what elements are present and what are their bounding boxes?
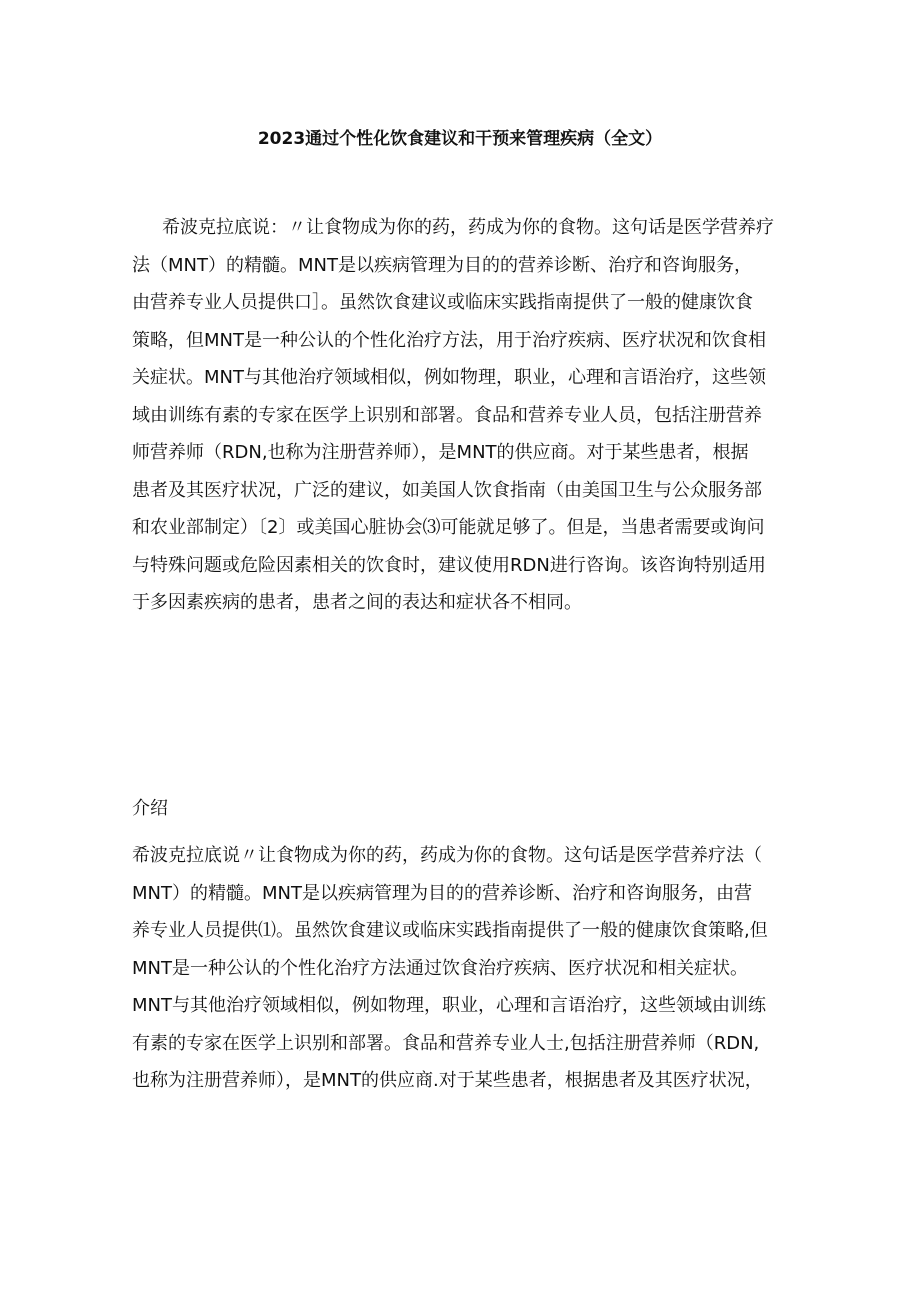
paragraph-line: MNT）的精髓。MNT是以疾病管理为目的的营养诊断、治疗和咨询服务，由营	[132, 882, 752, 904]
intro-paragraph	[132, 209, 792, 622]
paragraph-line: 关症状。MNT与其他治疗领域相似，例如物理，职业，心理和言语治疗，这些领	[132, 367, 766, 388]
paragraph-line: 师营养师（RDN,也称为注册营养师），是MNT的供应商。对于某些患者，根据	[132, 442, 749, 463]
paragraph-line: 也称为注册营养师），是MNT的供应商.对于某些患者，根据患者及其医疗状况，	[132, 1070, 763, 1091]
paragraph-line: 由营养专业人员提供口］。虽然饮食建议或临床实践指南提供了一般的健康饮食	[132, 292, 753, 313]
paragraph-line: 希波克拉底说：〃让食物成为你的药，药成为你的食物。这句话是医学营养疗	[162, 217, 774, 238]
paragraph-line: 有素的专家在医学上识别和部署。食品和营养专业人士,包括注册营养师（RDN,	[132, 1032, 760, 1054]
paragraph-line: 患者及其医疗状况，广泛的建议，如美国人饮食指南（由美国卫生与公众服务部	[132, 479, 762, 501]
paragraph-line: 策略，但MNT是一种公认的个性化治疗方法，用于治疗疾病、医疗状况和饮食相	[132, 329, 766, 351]
paragraph-line: 于多因素疾病的患者，患者之间的表达和症状各不相同。	[132, 592, 582, 613]
paragraph-line: 和农业部制定）〔2〕或美国心脏协会⑶可能就足够了。但是，当患者需要或询问	[132, 517, 765, 538]
section-heading: 介绍	[132, 798, 168, 819]
paragraph-line: 希波克拉底说〃让食物成为你的药，药成为你的食物。这句话是医学营养疗法（	[132, 845, 762, 866]
paragraph-line: 域由训练有素的专家在医学上识别和部署。食品和营养专业人员，包括注册营养	[132, 404, 762, 426]
paragraph-line: MNT与其他治疗领域相似，例如物理，职业，心理和言语治疗，这些领域由训练	[132, 995, 766, 1016]
document-title: 2023通过个性化饮食建议和干预来管理疾病（全文）	[257, 129, 663, 149]
paragraph-line: MNT是一种公认的个性化治疗方法通过饮食治疗疾病、医疗状况和相关症状。	[132, 957, 748, 979]
section-paragraph	[132, 837, 792, 1100]
paragraph-line: 养专业人员提供⑴。虽然饮食建议或临床实践指南提供了一般的健康饮食策略,但	[132, 920, 768, 941]
paragraph-line: 与特殊问题或危险因素相关的饮食时，建议使用RDN进行咨询。该咨询特别适用	[132, 554, 766, 576]
paragraph-line: 法（MNT）的精髓。MNT是以疾病管理为目的的营养诊断、治疗和咨询服务，	[132, 254, 752, 276]
